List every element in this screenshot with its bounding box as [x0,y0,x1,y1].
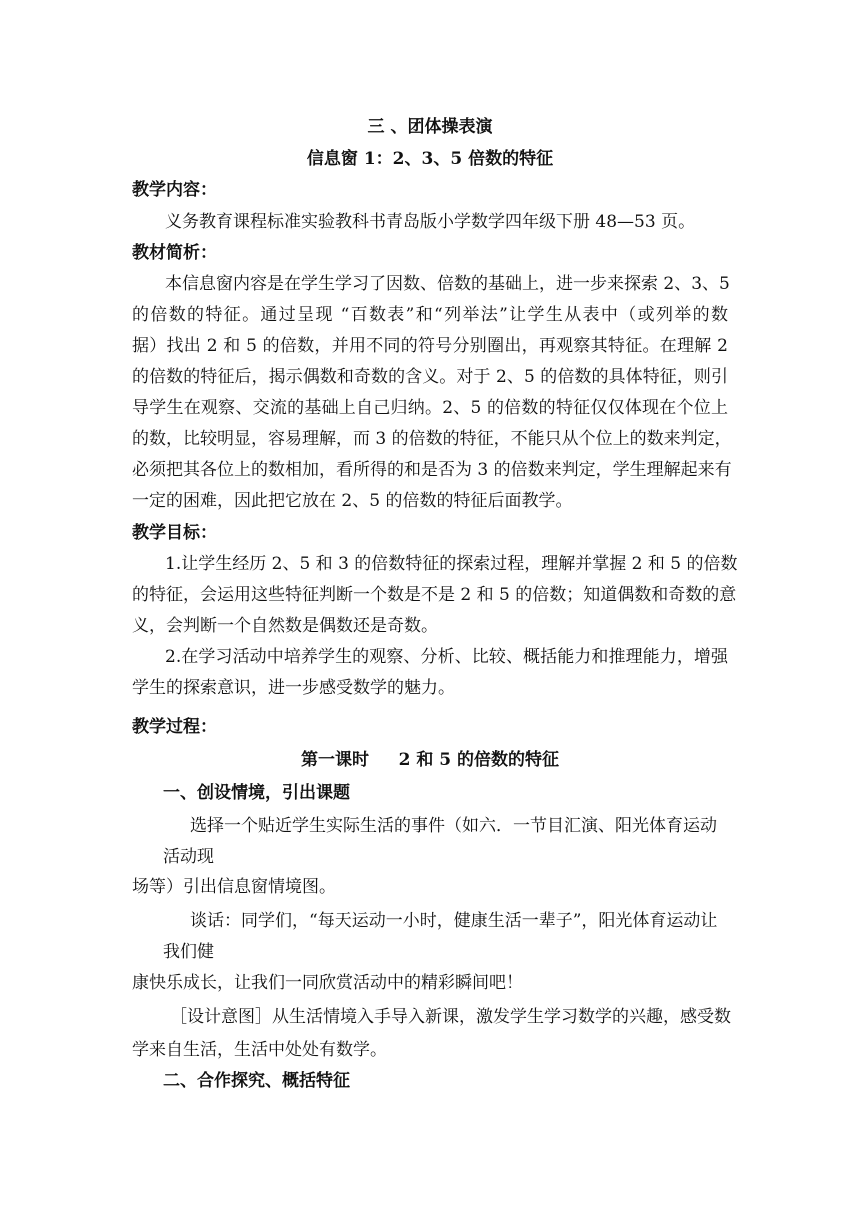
analysis-line: 据）找出 2 和 5 的倍数，并用不同的符号分别圈出，再观察其特征。在理解 2 [132,336,728,356]
content-text: 义务教育课程标准实验教科书青岛版小学数学四年级下册 48—53 页。 [165,212,696,232]
analysis-line: 必须把其各位上的数相加，看所得的和是否为 3 的倍数来判定，学生理解起来有 [132,460,732,480]
content-heading: 教学内容： [132,180,217,200]
goals-line: 2.在学习活动中培养学生的观察、分析、比较、概括能力和推理能力，增强 [165,647,728,667]
step1-line: 活动现 [163,847,214,867]
design-intent-line: 学来自生活，生活中处处有数学。 [132,1040,387,1060]
analysis-line: 的数，比较明显，容易理解，而 3 的倍数的特征，不能只从个位上的数来判定， [132,429,732,449]
goals-line: 学生的探索意识，进一步感受数学的魅力。 [132,678,455,698]
analysis-line: 导学生在观察、交流的基础上自己归纳。2、5 的倍数的特征仅仅体现在个位上 [132,398,728,418]
process-heading: 教学过程： [132,717,217,737]
document-subtitle: 信息窗 1：2、3、5 倍数的特征 [306,149,554,169]
goals-line: 的特征，会运用这些特征判断一个数是不是 2 和 5 的倍数；知道偶数和奇数的意 [132,585,737,605]
talk-line: 谈话：同学们，“每天运动一小时，健康生活一辈子”，阳光体育运动让 [190,911,718,931]
analysis-line: 的倍数的特征后，揭示偶数和奇数的含义。对于 2、5 的倍数的具体特征，则引 [132,367,728,387]
step1-line: 选择一个贴近学生实际生活的事件（如六．一节目汇演、阳光体育运动 [190,816,717,836]
analysis-line: 本信息窗内容是在学生学习了因数、倍数的基础上，进一步来探索 2、3、5 [165,274,730,294]
analysis-line: 一定的困难，因此把它放在 2、5 的倍数的特征后面教学。 [132,491,573,511]
goals-line: 1.让学生经历 2、5 和 3 的倍数特征的探索过程，理解并掌握 2 和 5 的倍数 [165,554,738,574]
document-title: 三 、团体操表演 [367,117,493,137]
design-intent-tag: ［设计意图］ [170,1007,272,1027]
step1-line: 场等）引出信息窗情境图。 [132,877,336,897]
analysis-heading: 教材简析： [132,243,217,263]
lesson-title: 第一课时 2 和 5 的倍数的特征 [300,750,559,770]
design-intent-line [170,1006,731,1028]
design-intent-text: 从生活情境入手导入新课，激发学生学习数学的兴趣，感受数 [272,1007,731,1027]
talk-line: 康快乐成长，让我们一同欣赏活动中的精彩瞬间吧！ [132,973,523,993]
step1-heading: 一、创设情境，引出课题 [163,783,350,803]
step2-heading: 二、合作探究、概括特征 [163,1071,350,1091]
talk-line: 我们健 [163,942,214,962]
goals-line: 义，会判断一个自然数是偶数还是奇数。 [132,616,438,636]
analysis-line: 的倍数的特征。通过呈现 “百数表”和“列举法”让学生从表中（或列举的数 [132,305,728,325]
goals-heading: 教学目标： [132,523,217,543]
